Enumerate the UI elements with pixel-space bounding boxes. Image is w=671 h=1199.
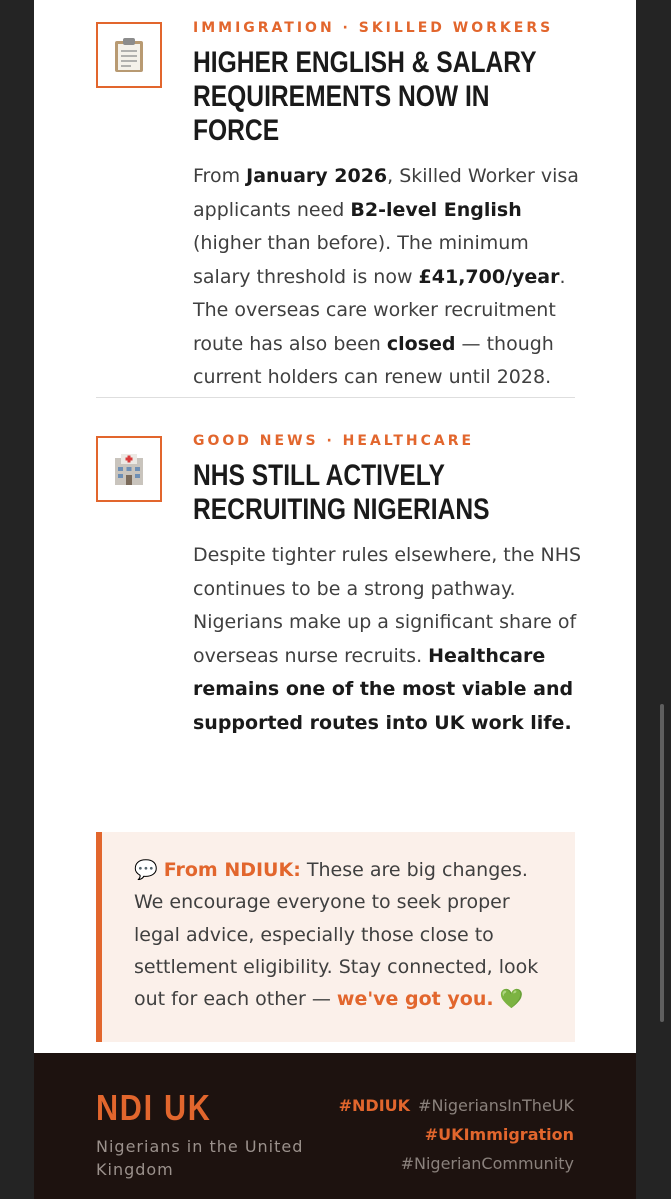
clipboard-icon: [113, 37, 145, 73]
callout-box: [96, 832, 575, 1042]
hashtag[interactable]: #NigeriansInTheUK: [418, 1096, 574, 1115]
scrollbar[interactable]: [660, 704, 664, 1022]
headline: HIGHER ENGLISH & SALARY REQUIREMENTS NOW IN FORCE: [193, 46, 537, 147]
paragraph: From January 2026, Skilled Worker visa applicants need B2-level English (higher than before). The minimum salary threshold is now £41,700/year. The overseas care worker recruitment route has also been closed — though current holders can renew until 2028.: [193, 165, 579, 388]
footer-subtitle: Nigerians in the United Kingdom: [96, 1137, 304, 1179]
callout-lead: From NDIUK:: [163, 859, 301, 881]
hospital-icon: [112, 452, 146, 486]
item-body: [193, 19, 583, 395]
category-tag: GOOD NEWS · HEALTHCARE: [193, 433, 475, 449]
icon-box: [96, 22, 162, 88]
headline: NHS STILL ACTIVELY RECRUITING NIGERIANS: [193, 459, 490, 526]
article-page: [34, 0, 636, 1053]
green-heart-icon: 💚: [499, 988, 524, 1011]
hashtag-list: [331, 1091, 574, 1178]
footer: [34, 1053, 636, 1199]
callout-text: 💬 From NDIUK: These are big changes. We encourage everyone to seek proper legal advice, especially those close to settlement eligibility. Stay connected, look out for each other — we've got you. 💚: [134, 859, 539, 1011]
paragraph: Despite tighter rules elsewhere, the NHS continues to be a strong pathway. Nigerians make up a significant share of overseas nurse recruits. Healthcare remains one of the most viable and supported routes into UK work life.: [193, 544, 582, 734]
category-tag: IMMIGRATION · SKILLED WORKERS: [193, 20, 554, 36]
item-body: [193, 432, 583, 740]
speech-bubble-icon: 💬: [134, 859, 158, 881]
icon-box: [96, 436, 162, 502]
divider: [96, 397, 575, 398]
hashtag[interactable]: #NigerianCommunity: [400, 1154, 574, 1173]
callout-highlight: we've got you.: [336, 988, 494, 1011]
footer-brand[interactable]: NDI UK: [96, 1087, 212, 1128]
hashtag[interactable]: #NDIUK: [338, 1096, 411, 1115]
hashtag[interactable]: #UKImmigration: [424, 1125, 574, 1144]
